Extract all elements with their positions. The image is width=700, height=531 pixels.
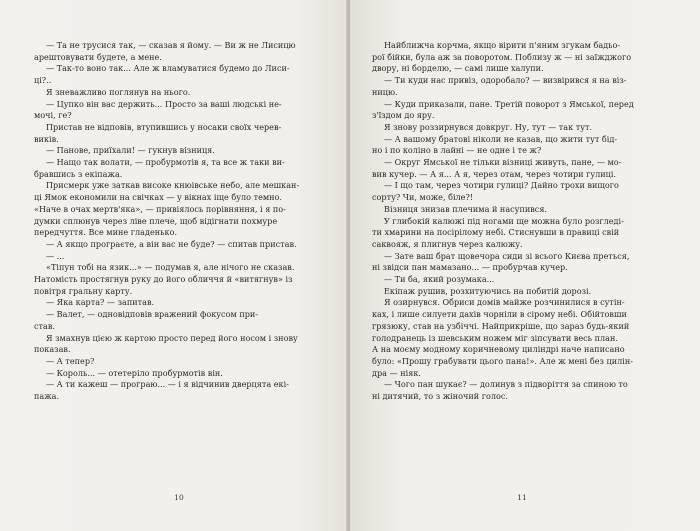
text-line: «Наче в очах мертв'яка», — привіялось порівняння, і я по-	[34, 203, 286, 214]
text-line: вив кучер. — А я... А я, через отам, через чотири гулиці.	[372, 168, 617, 179]
text-line: Найближча корчма, якщо вірити п'яним згукам бадьо-	[384, 40, 621, 50]
text-line: Я знову роззирнувся довкруг. Ну, тут — так тут.	[384, 121, 593, 132]
text-line: — ...	[46, 250, 65, 261]
text-line: дра — ніяк.	[372, 367, 421, 378]
left-page	[0, 0, 348, 531]
text-line: Присмерк уже заткав високе кнюівське небо, але мешкан-	[46, 180, 300, 191]
left-page-text	[34, 40, 332, 403]
text-line: — Ти куди нас привіз, одоробало? — визвірився я на віз-	[384, 75, 627, 86]
text-line: — А якщо програєте, а він вас не буде? — спитав пристав.	[46, 238, 297, 249]
text-line: передчуття. Все мине гладенько.	[34, 227, 178, 238]
text-line: — Король... — отетеріло пробурмотів він.	[46, 367, 223, 378]
right-page-number: 11	[517, 493, 527, 503]
text-line: бравшись з екіпажа.	[34, 168, 123, 179]
text-line: повітря гральну карту.	[34, 285, 133, 296]
text-line: — Панове, приїхали! — гукнув візниця.	[46, 145, 215, 156]
text-line: — Округ Ямської не тільки візниці живуть, пане, — мо-	[384, 157, 622, 168]
text-line: ти хмарини на посірілому небі. Стиснувши в правиці свій	[372, 227, 620, 238]
text-line: — Чого пан шукає? — долинув з підворіття за спиною то	[384, 379, 628, 390]
text-line: з'їздом до яру.	[372, 110, 435, 121]
text-line: ках, і лише силуети дахів чорніли в сірому небі. Обійтовши	[372, 309, 627, 320]
text-line: саквояж, я плигнув через калюжу.	[372, 238, 523, 249]
text-line: — І що там, через чотири гулиці? Дайно трохи вищого	[384, 180, 619, 191]
text-line: — Ти ба, який розумака...	[384, 274, 495, 285]
text-line: У глибокій калюжі під ногами ще можна було розгледі-	[384, 215, 624, 226]
text-line: грязюку, став на узбіччі. Найприкріше, що зараз будь-який	[372, 320, 630, 331]
text-line: — А ти кажеш — програю... — і я відчинив дверцята екі-	[46, 379, 289, 390]
text-line: — Валет, — одновідповів вражений фокусом при-	[46, 309, 259, 320]
text-line: — Зате ваш брат щовечора сиди зі всього Києва преться,	[384, 250, 630, 261]
text-line: А на моєму модному коричневому циліндрі наче написано	[372, 344, 625, 355]
text-line: став.	[34, 320, 55, 331]
text-line: голодранець із шевським ножем міг зіпсувати весь план.	[372, 332, 618, 343]
text-line: — Та не трусися так, — сказав я йому. — Ви ж не Лисицю	[46, 40, 296, 50]
text-line: — Яка карта? — запитав.	[46, 297, 155, 308]
text-line: но і по коліно в лайні — не одне і те ж?	[372, 145, 542, 156]
text-line: ні дитячий, то з жіночий голос.	[372, 391, 508, 402]
text-line: арештовувати будете, а мене.	[34, 51, 162, 62]
text-line: Натомість простягнув руку до його обличчя й «витягнув» із	[34, 274, 293, 285]
text-line: — А вашому братові ніколи не казав, що жити тут бід-	[384, 133, 618, 144]
text-line: було: «Прошу грабувати цього пана!». Але ж мені без цилін-	[372, 355, 633, 366]
text-line: — Нащо так волати, — пробурмотів я, та все ж таки ви-	[46, 157, 285, 168]
text-line: виків.	[34, 133, 59, 144]
left-page-number: 10	[174, 493, 184, 503]
text-line: — А тепер?	[46, 355, 95, 366]
text-line: Я озирнувся. Обриси домів майже розчинилися в сутін-	[384, 297, 625, 308]
text-line: Екіпаж рушив, розхитуючись на побитій дорозі.	[384, 285, 592, 296]
text-line: думки сплюнув через ліве плече, щоб відігнати похмуре	[34, 215, 278, 226]
text-line: ці?..	[34, 75, 52, 86]
text-line: «Тіпун тобі на язик...» — подумав я, але нічого не сказав.	[46, 262, 295, 273]
text-line: Я змахнув цією ж картою просто перед його носом і знову	[46, 332, 298, 343]
text-line: ницю.	[372, 86, 398, 97]
text-line: Візниця знизав плечима й насупився.	[384, 203, 548, 214]
text-line: Пристав не відповів, втупившись у носаки своїх черев-	[46, 121, 282, 132]
text-line: мочі, ге?	[34, 110, 72, 121]
text-line: Я зневажливо поглянув на нього.	[46, 86, 191, 97]
text-line: двору, ні борделю, — самі лише халупи.	[372, 63, 544, 74]
text-line: ці Ямок економили на свічках — у вікнах іще було темно.	[34, 192, 282, 203]
text-line: сорту? Чи, може, біле?!	[372, 192, 474, 203]
text-line: — Так-то воно так... Але ж вламуватися будемо до Лиси-	[46, 63, 290, 74]
text-line: — Цупко він вас держить... Просто за ваші людські не-	[46, 98, 282, 109]
text-line: показав.	[34, 344, 71, 355]
right-page	[350, 0, 700, 531]
text-line: ні звідси пан мамазано... — пробурчав кучер.	[372, 262, 568, 273]
text-line: рої бійки, була аж за поворотом. Поблизу ж — ні заїжджого	[372, 51, 632, 62]
right-page-text	[372, 40, 672, 403]
text-line: — Куди приказали, пане. Третій поворот з Ямської, перед	[384, 98, 634, 109]
text-line: пажа.	[34, 391, 60, 402]
